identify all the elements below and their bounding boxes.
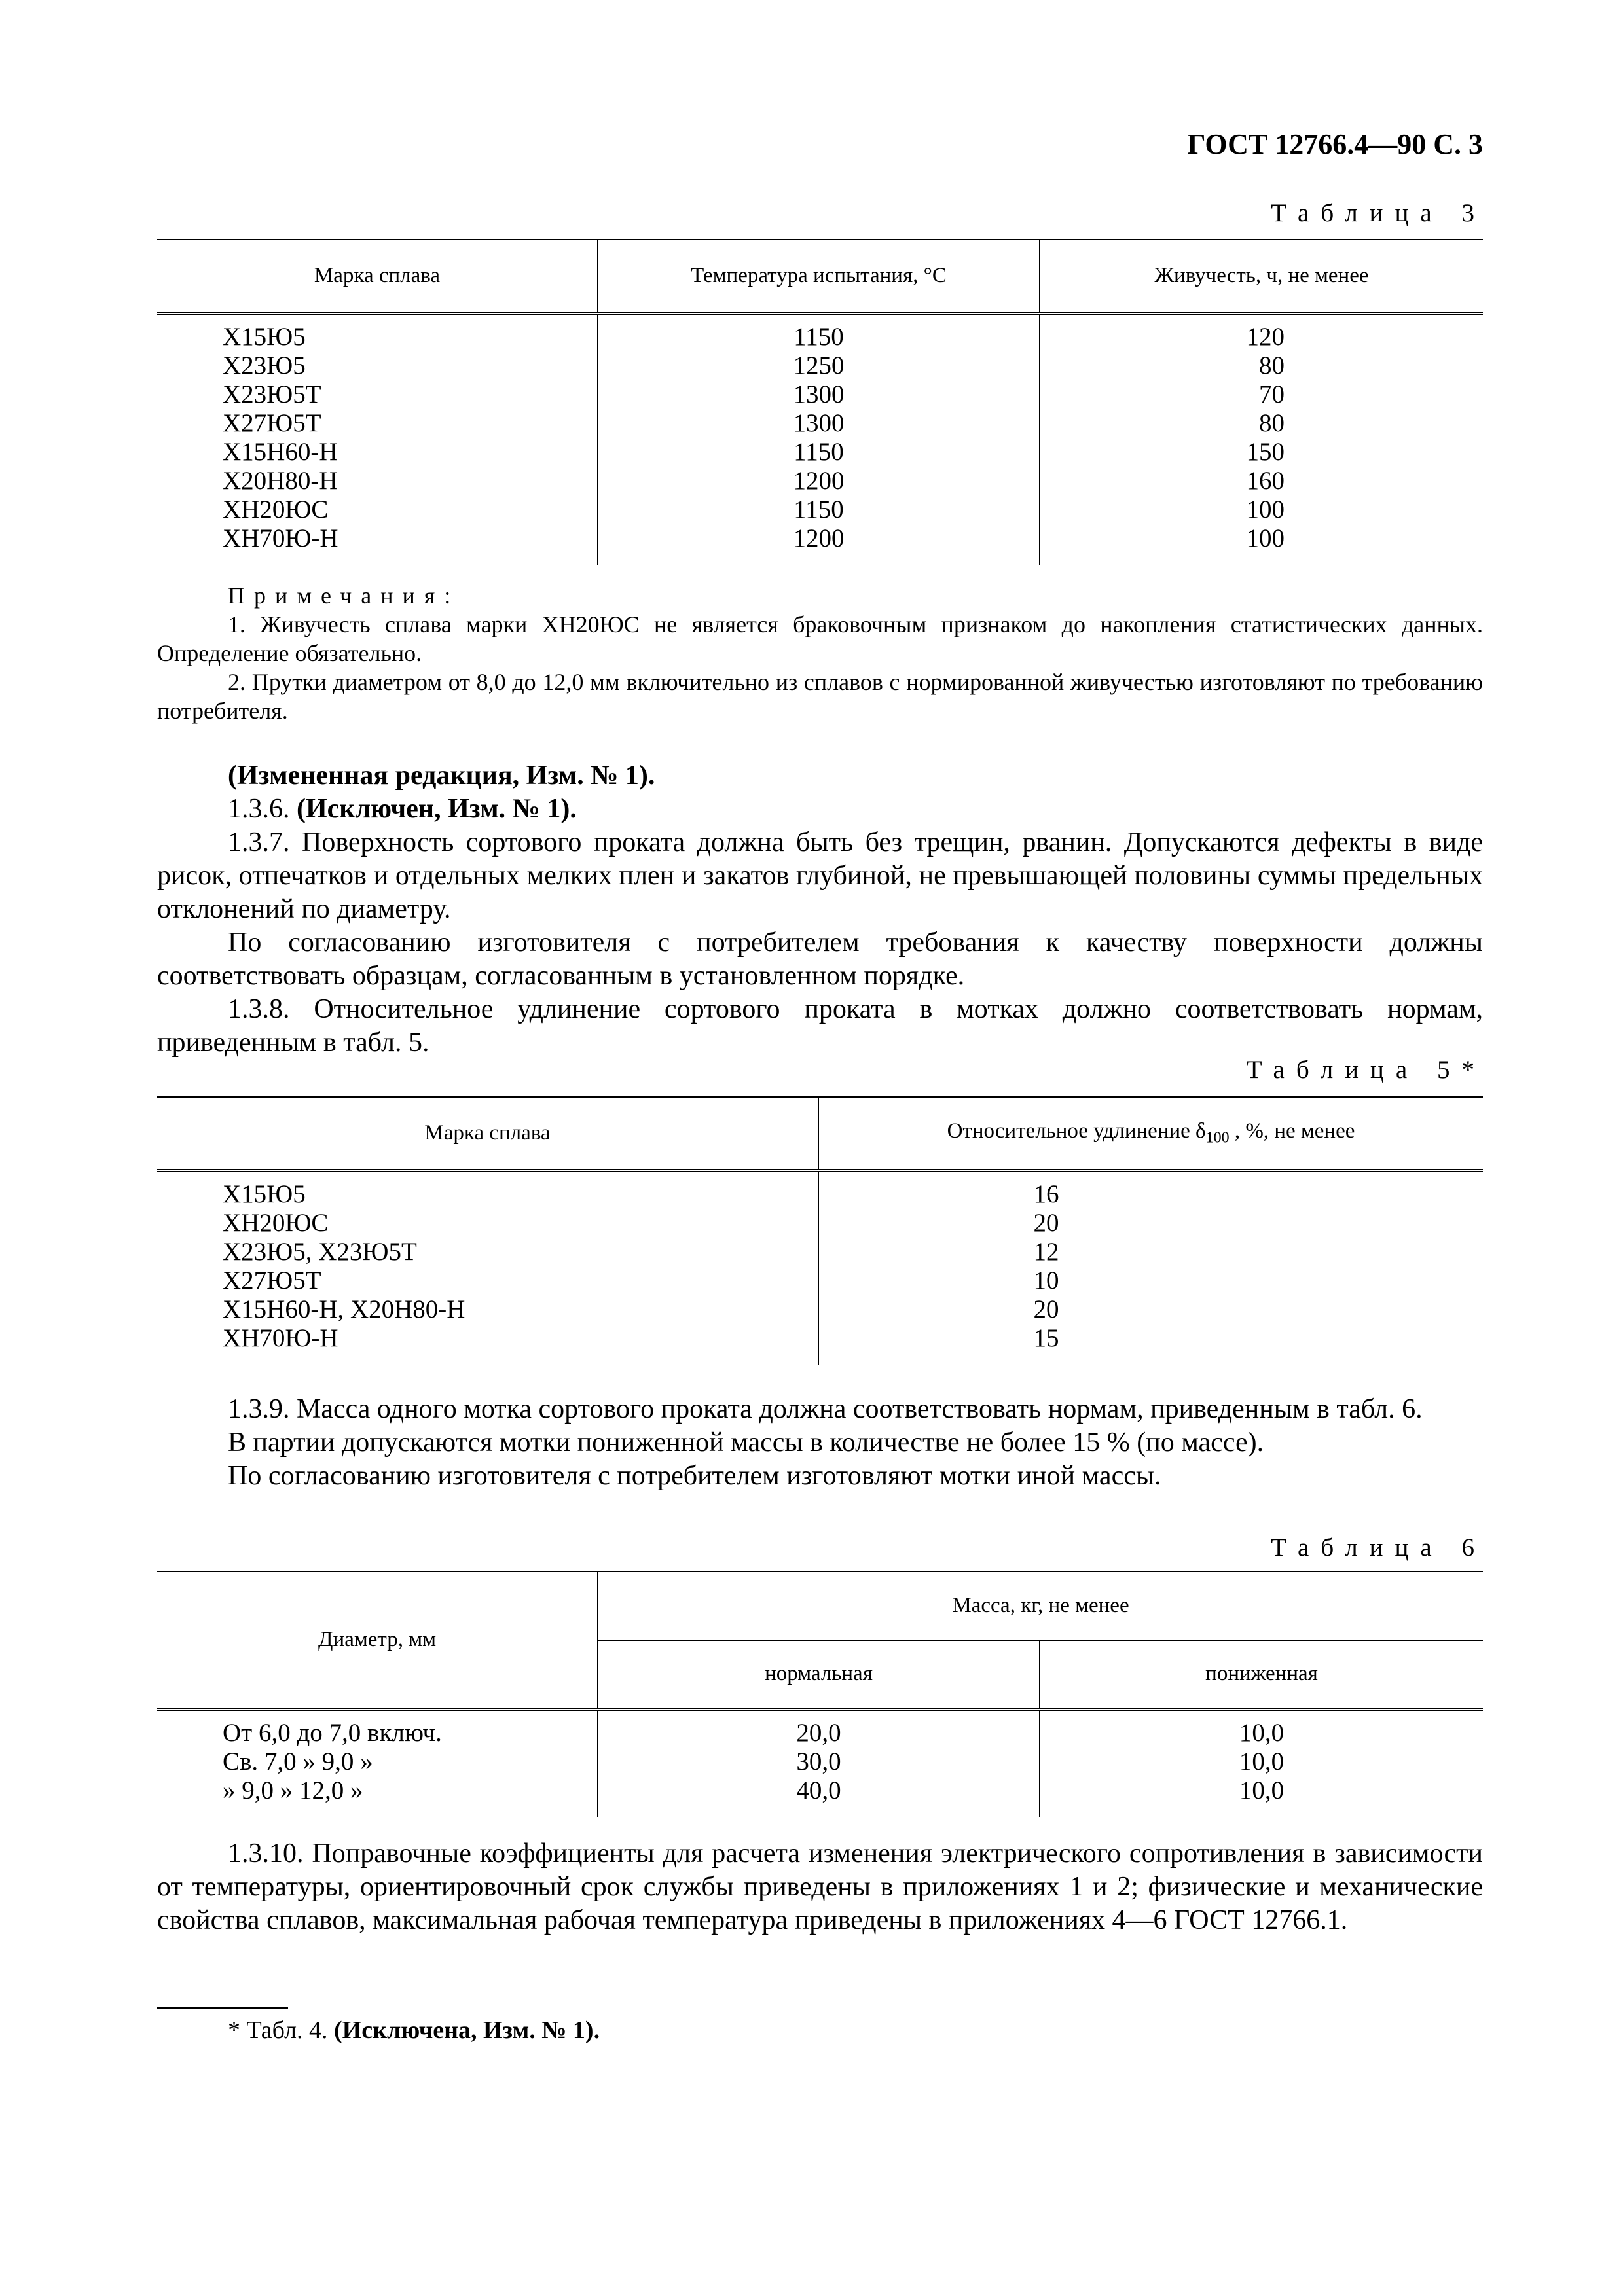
table3 — [157, 239, 1483, 565]
note-item-1: 1. Живучесть сплава марки ХН20ЮС не является браковочным признаком до накопления статистических данных. Определение обязательно. — [157, 611, 1483, 666]
note-item-2: 2. Прутки диаметром от 8,0 до 12,0 мм включительно из сплавов с нормированной живучестью изготовляют по требованию потребителя. — [157, 669, 1483, 724]
footnote-rule — [157, 2007, 288, 2009]
table5 — [157, 1096, 1483, 1365]
table6-reduced-cells: 10,0 10,0 10,0 — [1239, 1718, 1285, 1804]
table6-normal-cells: 20,0 30,0 40,0 — [598, 1709, 1040, 1817]
table3-header-survivability: Живучесть, ч, не менее — [1040, 240, 1483, 313]
table3-caption: Таблица 3 — [1271, 199, 1486, 227]
clause-1-3-7: 1.3.7. Поверхность сортового проката должна быть без трещин, рванин. Допускаются дефекты в виде рисок, отпечатков и отдельных мелких плен и закатов глубиной, не превышающей половины суммы предельных отклонений по диаметру. — [157, 827, 1483, 924]
table6-header-diameter: Диаметр, мм — [157, 1571, 598, 1709]
clause-1-3-6: 1.3.6. (Исключен, Изм. № 1). — [228, 794, 577, 824]
table6 — [157, 1571, 1483, 1817]
table5-caption: Таблица 5* — [1246, 1056, 1486, 1084]
amendment-note: (Измененная редакция, Изм. № 1). — [228, 761, 655, 791]
table6-caption: Таблица 6 — [1271, 1534, 1486, 1562]
table3-survivability-cells: 120 80 70 80 150 160 100 100 — [1246, 322, 1285, 552]
table5-header-elongation: Относительное удлинение $\delta_{100}$ , %, не менее — [818, 1097, 1483, 1170]
clause-1-3-8: 1.3.8. Относительное удлинение сортового проката в мотках должно соответствовать нормам, приведенным в табл. 5. — [157, 994, 1483, 1058]
notes-title: Примечания: — [228, 583, 460, 609]
footnote: * Табл. 4. (Исключена, Изм. № 1). — [228, 2017, 600, 2044]
table3-body — [157, 313, 1483, 565]
table6-header-normal: нормальная — [598, 1640, 1040, 1709]
table3-header-temperature: Температура испытания, °С — [598, 240, 1040, 313]
clause-1-3-9-cont1: В партии допускаются мотки пониженной массы в количестве не более 15 % (по массе). — [228, 1427, 1264, 1458]
table5-grade-cells: Х15Ю5 ХН20ЮС Х23Ю5, Х23Ю5Т Х27Ю5Т Х15Н60-Н, Х20Н80-Н ХН70Ю-Н — [157, 1170, 818, 1365]
text-block-3 — [157, 1837, 1483, 1937]
table6-header-mass: Масса, кг, не менее — [598, 1571, 1483, 1640]
clause-1-3-10: 1.3.10. Поправочные коэффициенты для расчета изменения электрического сопротивления в зависимости от температуры, ориентировочный срок службы приведены в приложениях 1 и 2; физические и механические свойства сплавов, максимальная рабочая температура приведены в приложениях 4—6 ГОСТ 12766.1. — [157, 1839, 1483, 1935]
table3-temperature-cells: 1150 1250 1300 1300 1150 1200 1150 1200 — [598, 313, 1040, 565]
table6-diameter-cells: От 6,0 до 7,0 включ. Св. 7,0 » 9,0 » » 9,0 » 12,0 » — [157, 1709, 598, 1817]
notes-block — [157, 581, 1483, 725]
text-block-1 — [157, 759, 1483, 1060]
table5-header-grade: Марка сплава — [157, 1097, 818, 1170]
page-header: ГОСТ 12766.4—90 С. 3 — [1187, 128, 1483, 160]
table3-row: Х15Ю5 Х23Ю5 Х23Ю5Т Х27Ю5Т Х15Н60-Н Х20Н80-Н ХН20ЮС ХН70Ю-Н — [157, 313, 598, 565]
clause-1-3-7-cont: По согласованию изготовителя с потребителем требования к качеству поверхности должны соответствовать образцам, согласованным в установленном порядке. — [157, 927, 1483, 991]
text-block-2 — [157, 1393, 1483, 1493]
clause-1-3-9: 1.3.9. Масса одного мотка сортового проката должна соответствовать нормам, приведенным в табл. 6. — [228, 1394, 1423, 1424]
table6-header-reduced: пониженная — [1040, 1640, 1483, 1709]
table3-header-grade: Марка сплава — [157, 240, 598, 313]
clause-1-3-9-cont2: По согласованию изготовителя с потребителем изготовляют мотки иной массы. — [228, 1461, 1161, 1491]
table5-elongation-cells: 16 20 12 10 20 15 — [1033, 1179, 1059, 1352]
